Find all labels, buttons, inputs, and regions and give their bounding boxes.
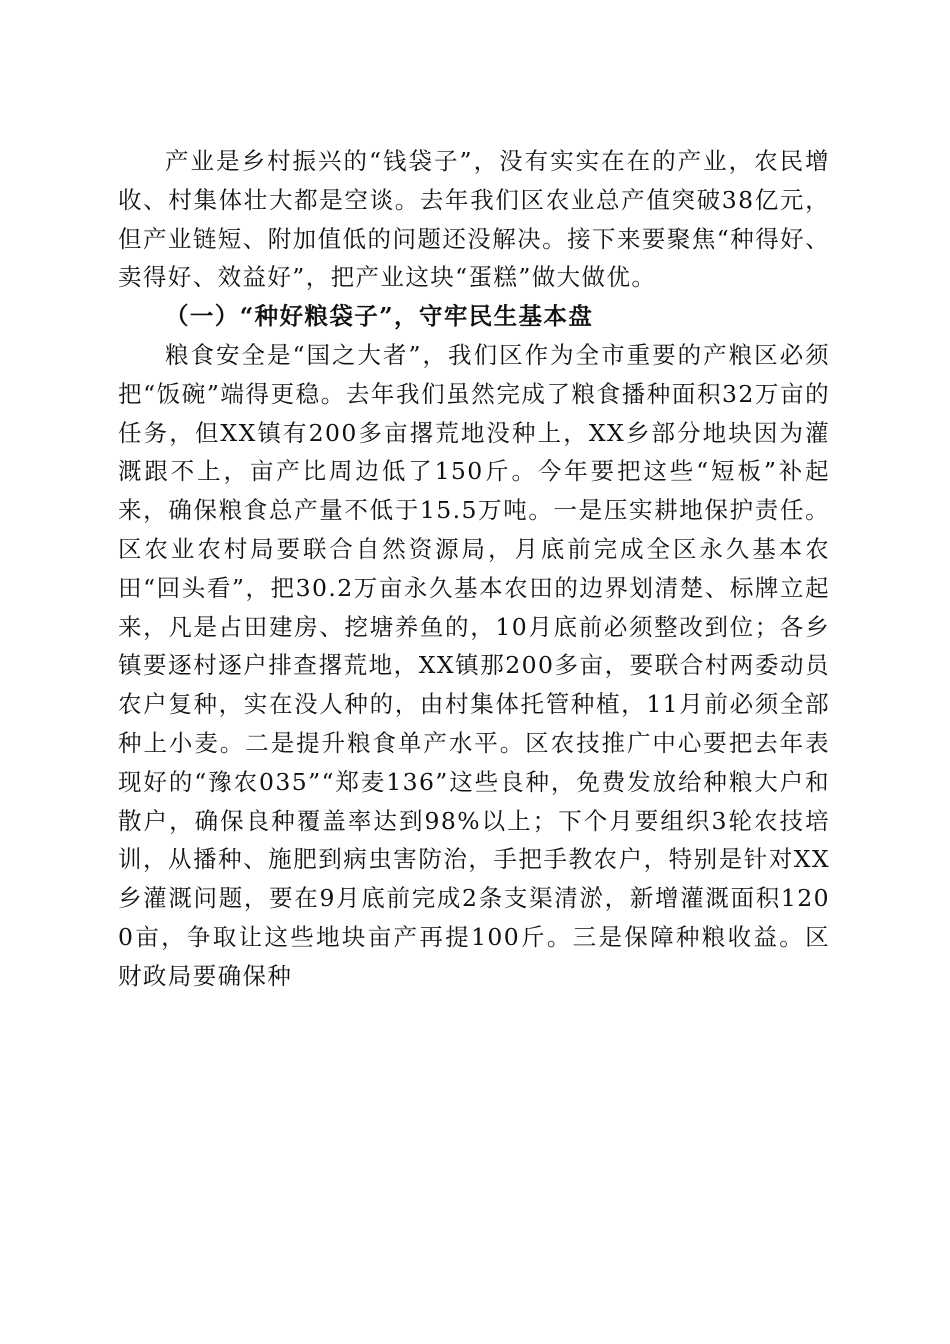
section-heading: （一）“种好粮袋子”，守牢民生基本盘	[165, 302, 594, 331]
document-body	[118, 142, 830, 996]
section-paragraph: 粮食安全是“国之大者”，我们区作为全市重要的产粮区必须把“饭碗”端得更稳。去年我们虽然完成了粮食播种面积32万亩的任务，但XX镇有200多亩撂荒地没种上，XX乡部分地块因为灌溉跟不上，亩产比周边低了150斤。今年要把这些“短板”补起来，确保粮食总产量不低于15.5万吨。一是压实耕地保护责任。区农业农村局要联合自然资源局，月底前完成全区永久基本农田“回头看”，把30.2万亩永久基本农田的边界划清楚、标牌立起来，凡是占田建房、挖塘养鱼的，10月底前必须整改到位；各乡镇要逐村逐户排查撂荒地，XX镇那200多亩，要联合村两委动员农户复种，实在没人种的，由村集体托管种植，11月前必须全部种上小麦。二是提升粮食单产水平。区农技推广中心要把去年表现好的“豫农035”“郑麦136”这些良种，免费发放给种粮大户和散户，确保良种覆盖率达到98%以上；下个月要组织3轮农技培训，从播种、施肥到病虫害防治，手把手教农户，特别是针对XX乡灌溉问题，要在9月底前完成2条支渠清淤，新增灌溉面积1200亩，争取让这些地块亩产再提100斤。三是保障种粮收益。区财政局要确保种	[118, 340, 830, 990]
intro-paragraph: 产业是乡村振兴的“钱袋子”，没有实实在在的产业，农民增收、村集体壮大都是空谈。去年我们区农业总产值突破38亿元，但产业链短、附加值低的问题还没解决。接下来要聚焦“种得好、卖得好、效益好”，把产业这块“蛋糕”做大做优。	[118, 147, 830, 292]
